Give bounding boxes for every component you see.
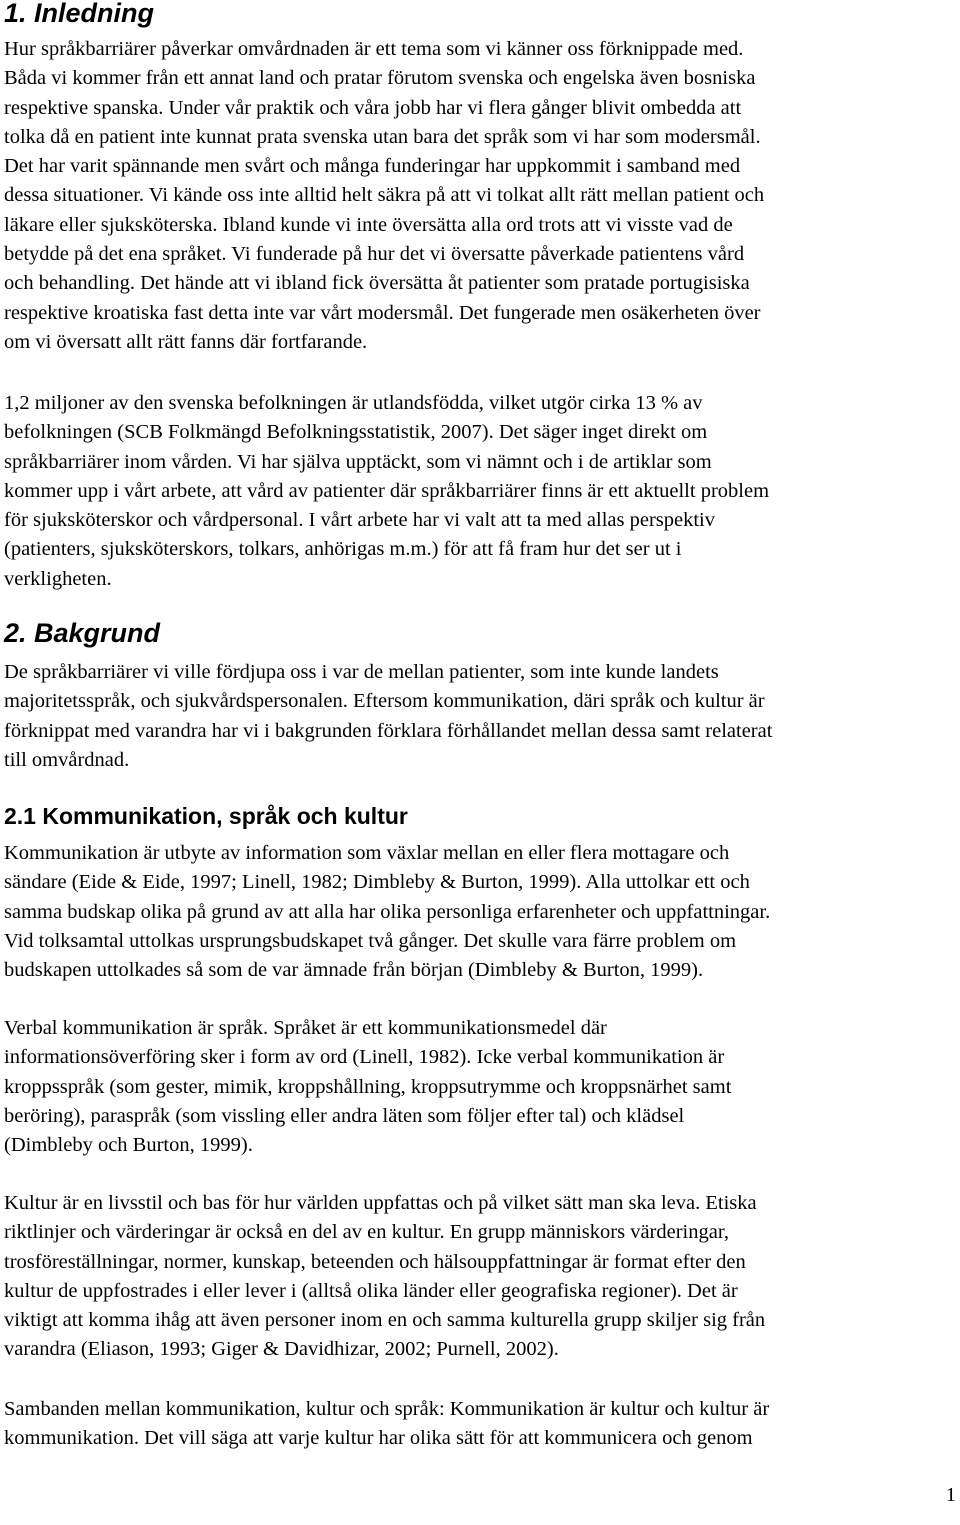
text-line: (patienters, sjuksköterskors, tolkars, anhörigas m.m.) för att få fram hur det ser ut i: [4, 538, 682, 561]
text-line: läkare eller sjuksköterska. Ibland kunde vi inte översätta alla ord trots att vi visste vad de: [4, 213, 733, 236]
text-line: kommunikation. Det vill säga att varje kultur har olika sätt för att kommunicera och genom: [4, 1427, 753, 1450]
text-line: samma budskap olika på grund av att alla har olika personliga erfarenheter och uppfattningar.: [4, 900, 771, 923]
text-line: kommer upp i vårt arbete, att vård av patienter där språkbarriärer finns är ett aktuellt problem: [4, 479, 770, 502]
text-line: De språkbarriärer vi ville fördjupa oss i var de mellan patienter, som inte kunde landets: [4, 661, 719, 683]
text-line: respektive kroatiska fast detta inte var vårt modersmål. Det fungerade men osäkerheten över: [4, 301, 761, 324]
text-line: Det har varit spännande men svårt och många funderingar har uppkommit i samband med: [4, 155, 741, 178]
text-line: Sambanden mellan kommunikation, kultur och språk: Kommunikation är kultur och kultur är: [4, 1398, 770, 1420]
text-line: viktigt att komma ihåg att även personer inom en och samma kulturella grupp skiljer sig från: [4, 1309, 766, 1332]
text-line: dessa situationer. Vi kände oss inte alltid helt säkra på att vi tolkat allt rätt mellan patient och: [4, 184, 765, 207]
text-line: befolkningen (SCB Folkmängd Befolkningsstatistik, 2007). Det säger inget direkt om: [4, 421, 708, 444]
paragraph-inledning-1: [4, 35, 960, 357]
text-line: för sjuksköterskor och vårdpersonal. I vårt arbete har vi valt att ta med allas perspektiv: [4, 509, 715, 532]
paragraph-kommunikation-1: [4, 839, 960, 985]
text-line: Kommunikation är utbyte av information som växlar mellan en eller flera mottagare och: [4, 842, 730, 864]
text-line: varandra (Eliason, 1993; Giger & Davidhizar, 2002; Purnell, 2002).: [4, 1338, 559, 1361]
paragraph-kommunikation-3: [4, 1189, 960, 1365]
text-line: informationsöverföring sker i form av ord (Linell, 1982). Icke verbal kommunikation är: [4, 1046, 725, 1069]
text-line: beröring), paraspråk (som vissling eller andra läten som följer efter tal) och klädsel: [4, 1104, 685, 1127]
text-line: Vid tolksamtal uttolkas ursprungsbudskapet två gånger. Det skulle vara färre problem om: [4, 929, 737, 952]
text-line: Båda vi kommer från ett annat land och pratar förutom svenska och engelska även bosniska: [4, 67, 756, 90]
text-line: Hur språkbarriärer påverkar omvårdnaden är ett tema som vi känner oss förknippade med.: [4, 38, 744, 60]
text-line: (Dimbleby och Burton, 1999).: [4, 1134, 253, 1157]
section-heading-inledning: 1. Inledning: [4, 0, 155, 28]
text-line: betydde på det ena språket. Vi funderade på hur det vi översatte påverkade patientens vård: [4, 243, 745, 266]
text-line: kroppsspråk (som gester, mimik, kroppshållning, kroppsutrymme och kroppsnärhet samt: [4, 1075, 732, 1098]
text-line: majoritetsspråk, och sjukvårdspersonalen. Eftersom kommunikation, däri språk och kultur är: [4, 690, 765, 713]
text-line: förknippat med varandra har vi i bakgrunden förklara förhållandet mellan dessa samt relaterat: [4, 719, 773, 742]
paragraph-inledning-2: [4, 389, 960, 594]
text-line: budskapen uttolkades så som de var ämnade från början (Dimbleby & Burton, 1999).: [4, 959, 704, 982]
text-line: språkbarriärer inom vården. Vi har själva upptäckt, som vi nämnt och i de artiklar som: [4, 450, 712, 473]
text-line: 1,2 miljoner av den svenska befolkningen är utlandsfödda, vilket utgör cirka 13 % av: [4, 392, 703, 414]
paragraph-kommunikation-2: [4, 1014, 960, 1160]
text-line: och behandling. Det hände att vi ibland fick översätta åt patienter som pratade portugisiska: [4, 272, 750, 295]
text-line: trosföreställningar, normer, kunskap, beteenden och hälsouppfattningar är format efter den: [4, 1250, 746, 1273]
text-line: Verbal kommunikation är språk. Språket är ett kommunikationsmedel där: [4, 1017, 607, 1039]
text-line: om vi översatt allt rätt fanns där fortfarande.: [4, 330, 368, 353]
text-line: till omvårdnad.: [4, 748, 130, 771]
text-line: Kultur är en livsstil och bas för hur världen uppfattas och på vilket sätt man ska leva. Etiska: [4, 1192, 757, 1214]
text-line: respektive spanska. Under vår praktik och våra jobb har vi flera gånger blivit ombedda att: [4, 96, 742, 119]
text-line: sändare (Eide & Eide, 1997; Linell, 1982; Dimbleby & Burton, 1999). Alla uttolkar ett och: [4, 871, 750, 894]
text-line: verkligheten.: [4, 567, 112, 590]
paragraph-bakgrund-1: [4, 658, 960, 775]
text-line: tolka då en patient inte kunnat prata svenska utan bara det språk som vi har som modersmål.: [4, 125, 761, 148]
paragraph-kommunikation-4: [4, 1395, 960, 1454]
page-number: 1: [945, 1484, 956, 1506]
section-heading-bakgrund: 2. Bakgrund: [4, 618, 161, 648]
section-heading-kommunikation: 2.1 Kommunikation, språk och kultur: [4, 803, 408, 829]
text-line: riktlinjer och värderingar är också en del av en kultur. En grupp människors värderingar,: [4, 1221, 729, 1244]
text-line: kultur de uppfostrades i eller lever i (alltså olika länder eller geografiska regioner). Det är: [4, 1279, 738, 1302]
